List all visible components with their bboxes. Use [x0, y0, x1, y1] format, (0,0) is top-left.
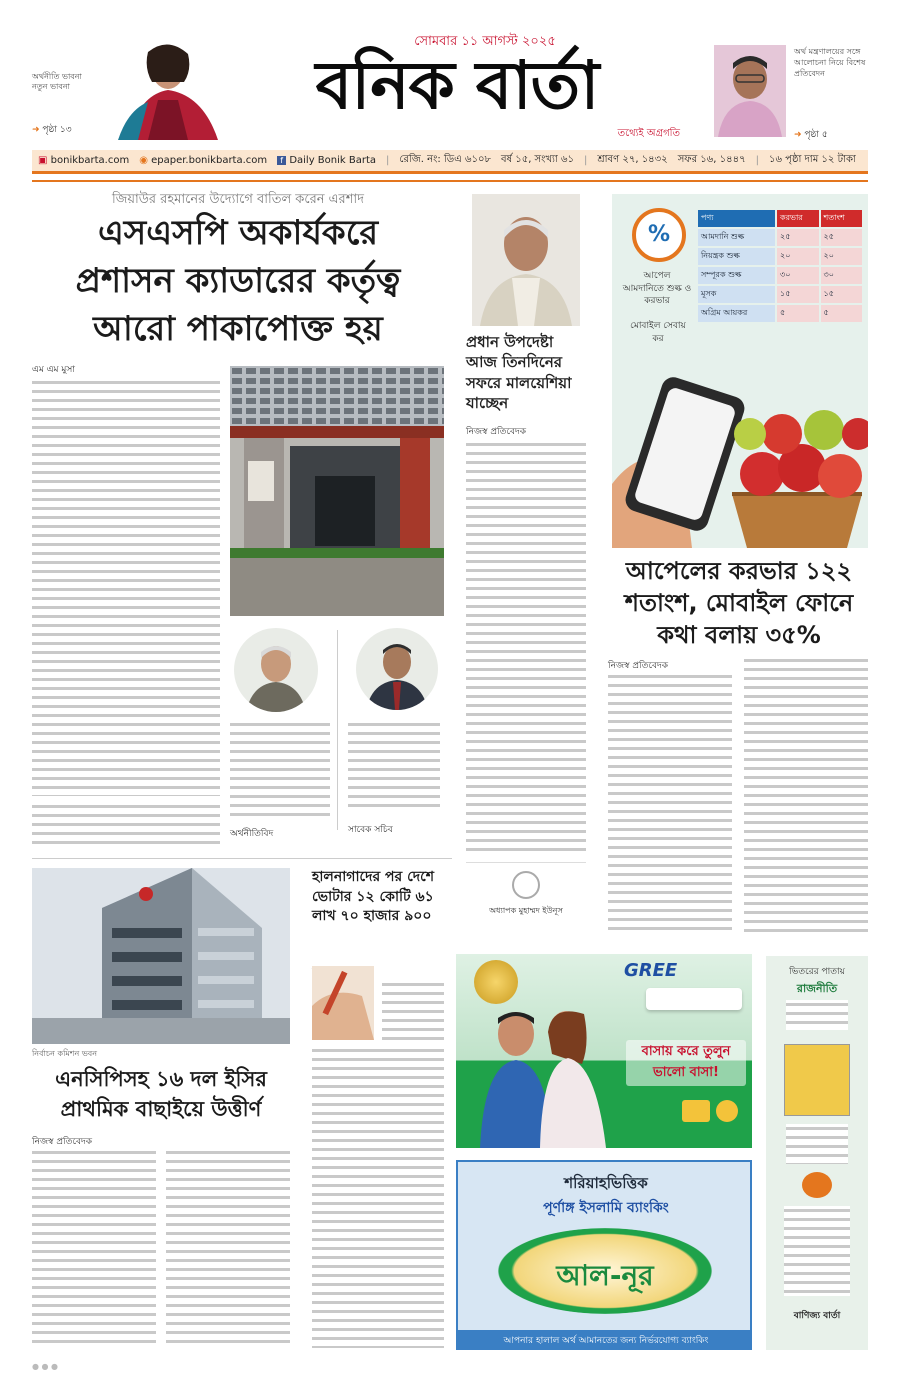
- alnoor-line1: শরিয়াহভিত্তিক: [564, 1174, 648, 1192]
- table-row: [698, 229, 862, 246]
- table-cell: ২০: [777, 248, 819, 265]
- facebook-link[interactable]: f Daily Bonik Barta: [277, 155, 376, 166]
- alnoor-ad[interactable]: [456, 1160, 752, 1350]
- right-page-ref[interactable]: ➜ পৃষ্ঠা ৫: [794, 130, 828, 140]
- registration: রেজি. নং: ডিএ ৬১০৮: [399, 154, 491, 165]
- sidebar-box[interactable]: [766, 956, 868, 1350]
- alnoor-brand: আল-নূর: [556, 1259, 654, 1292]
- apple-infographic: [612, 194, 868, 548]
- infographic-label: আপেল আমদানিতে শুল্ক ও করভার: [622, 271, 692, 307]
- adviser-photo: [472, 194, 580, 326]
- table-cell: নিয়ন্ত্রক শুল্ক: [698, 248, 775, 265]
- lead-kicker: জিয়াউর রহমানের উদ্যোগে বাতিল করেন এরশাদ: [111, 192, 364, 207]
- price: ১৬ পৃষ্ঠা দাম ১২ টাকা: [768, 154, 856, 165]
- ncp-headline-2: প্রাথমিক বাছাইয়ে উত্তীর্ণ: [60, 1097, 262, 1121]
- left-teaser-photo: [88, 40, 238, 140]
- alnoor-line2: পূর্ণাঙ্গ ইসলামি ব্যাংকিং: [543, 1200, 669, 1216]
- left-teaser-text: অর্থনীতি ভাবনা নতুন ভাবনা: [32, 72, 82, 92]
- couple-photo: [456, 994, 626, 1148]
- epaper-link[interactable]: ◉ epaper.bonikbarta.com: [139, 155, 268, 166]
- apple-icon: [762, 414, 802, 454]
- ncp-body-col1: [32, 1148, 156, 1348]
- badge-icon-2: [716, 1100, 738, 1122]
- apple-icon: [842, 418, 868, 450]
- sidebar-text-2: [786, 1124, 848, 1164]
- voters-body: [312, 1046, 444, 1348]
- dateline: সোমবার ১১ আগস্ট ২০২৫: [414, 34, 556, 49]
- apple-headline-3: কথা বলায় ৩৫%: [657, 621, 821, 649]
- ec-building-photo: [32, 868, 290, 1044]
- table-cell: ৫: [777, 305, 819, 322]
- table-head-2: করভার: [777, 210, 819, 227]
- table-cell: ৩০: [821, 267, 863, 284]
- hijri-date: সফর ১৬, ১৪৪৭: [677, 154, 746, 165]
- website-link[interactable]: ▣ bonikbarta.com: [38, 155, 130, 166]
- secretariat-photo: [230, 366, 444, 616]
- arrow-icon: ➜: [32, 125, 43, 135]
- info-bar: ▣ bonikbarta.com ◉ epaper.bonikbarta.com f Daily Bonik Barta | রেজি. নং: ডিএ ৬১০৮ বর্ষ ১৫, সংখ্যা ৬১ | শ্রাবণ ২৭, ১৪৩২ সফর ১৬, ১৪৪৭ | ১৬ পৃষ্ঠা দাম ১২ টাকা: [32, 150, 868, 174]
- quote-left-text: [230, 720, 330, 820]
- ac-unit-icon: [646, 988, 742, 1010]
- left-teaser[interactable]: [32, 60, 232, 142]
- quote-left: [230, 626, 330, 846]
- table-cell: ২৫: [821, 229, 863, 246]
- apple-body-col1: [608, 672, 732, 934]
- tagline: তথ্যেই অগ্রগতি: [617, 128, 680, 139]
- lead-headline-2: প্রশাসন ক্যাডারের কর্তৃত্ব: [75, 261, 401, 301]
- voters-story[interactable]: [312, 868, 444, 1352]
- sidebar-label: ভিতরের পাতায়: [789, 967, 845, 977]
- badge-icon: [682, 1100, 710, 1122]
- table-cell: অগ্রিম আয়কর: [698, 305, 775, 322]
- right-teaser-text: অর্থ মন্ত্রণালয়ের সঙ্গে আলোচনা নিয়ে বিশেষ প্রতিবেদন: [794, 47, 866, 78]
- bangla-date: শ্রাবণ ২৭, ১৪৩২: [597, 154, 668, 165]
- page-dots: ● ● ●: [32, 1362, 59, 1371]
- table-cell: ৩০: [777, 267, 819, 284]
- sidebar-title: রাজনীতি: [796, 982, 838, 995]
- table-rows: [698, 229, 862, 322]
- adviser-caption: অধ্যাপক মুহাম্মদ ইউনূস: [489, 906, 563, 915]
- horizontal-rule: [32, 858, 452, 859]
- sidebar-image: [784, 1044, 850, 1116]
- ec-photo-caption: নির্বাচন কমিশন ভবন: [32, 1049, 98, 1058]
- adviser-byline: নিজস্ব প্রতিবেদক: [466, 427, 527, 437]
- right-teaser[interactable]: [714, 45, 874, 140]
- table-head-1: পণ্য: [698, 210, 775, 227]
- arrow-icon: ➜: [794, 130, 805, 140]
- apple-icon: [740, 452, 784, 496]
- masthead: [0, 0, 900, 150]
- lead-byline: এম এম মুসা: [32, 365, 75, 375]
- table-cell: মূসক: [698, 286, 775, 303]
- quote-right-text: [348, 720, 440, 810]
- table-row: [698, 267, 862, 284]
- apple-body-col2: [744, 656, 868, 934]
- quote-left-portrait: [234, 628, 318, 712]
- apple-icon: [804, 410, 844, 450]
- table-row: [698, 248, 862, 265]
- table-head-3: শতাংশ: [821, 210, 863, 227]
- apple-story[interactable]: [608, 556, 870, 936]
- sidebar-list: [784, 1206, 850, 1296]
- phone-apple-illustration: [612, 364, 868, 548]
- table-cell: ১৫: [777, 286, 819, 303]
- divider: [32, 180, 868, 182]
- quote-left-name: অর্থনীতিবিদ: [230, 829, 274, 839]
- voters-headline: হালনাগাদের পর দেশে ভোটার ১২ কোটি ৬১ লাখ ৭০ হাজার ৯০০: [312, 869, 435, 925]
- seal-icon: [512, 871, 540, 899]
- table-row: [698, 286, 862, 303]
- newspaper-title[interactable]: বনিক বার্তা: [315, 47, 599, 124]
- globe-icon: ◉: [139, 155, 152, 166]
- table-row: [698, 305, 862, 322]
- sidebar-badge-icon: [802, 1172, 832, 1198]
- voters-photo: [312, 966, 374, 1040]
- right-teaser-photo: [714, 45, 786, 137]
- apple-headline-1: আপেলের করভার ১২২: [625, 557, 853, 585]
- adviser-headline: প্রধান উপদেষ্টা আজ তিনদিনের সফরে মালয়েশিয়া যাচ্ছেন: [466, 333, 572, 412]
- adviser-body: [466, 440, 586, 856]
- volume: বর্ষ ১৫, সংখ্যা ৬১: [500, 154, 574, 165]
- ncp-body-col2: [166, 1148, 290, 1348]
- lead-body-col1: [32, 378, 220, 796]
- ncp-story[interactable]: [32, 868, 290, 1352]
- table-cell: ১৫: [821, 286, 863, 303]
- gree-logo: GREE: [624, 960, 678, 981]
- left-page-ref[interactable]: ➜ পৃষ্ঠা ১৩: [32, 125, 72, 135]
- web-icon: ▣: [38, 155, 51, 166]
- lead-headline-3: আরো পাকাপোক্ত হয়: [93, 309, 383, 349]
- voters-body-right: [382, 980, 444, 1040]
- gree-ad[interactable]: [456, 954, 752, 1148]
- sidebar-text-1: [786, 1000, 848, 1030]
- apple-byline: নিজস্ব প্রতিবেদক: [608, 661, 669, 671]
- quote-right: [348, 626, 444, 846]
- table-cell: ২৫: [777, 229, 819, 246]
- apple-headline-2: শতাংশ, মোবাইল ফোনে: [624, 589, 854, 617]
- alnoor-footer: আপনার হালাল অর্থ আমানতের জন্য নির্ভরযোগ্য ব্যাংকিং: [458, 1330, 752, 1350]
- ncp-byline: নিজস্ব প্রতিবেদক: [32, 1137, 93, 1147]
- lead-story[interactable]: [32, 190, 444, 850]
- lead-body-col2: [32, 802, 220, 846]
- quote-right-name: সাবেক সচিব: [348, 825, 393, 835]
- adviser-story[interactable]: [466, 194, 586, 936]
- duty-table: [698, 210, 862, 322]
- gree-slogan: বাসায় করে তুলুন ভালো বাসা!: [626, 1040, 746, 1086]
- percent-icon: %: [632, 208, 686, 262]
- quote-right-portrait: [356, 628, 438, 710]
- table-cell: ৫: [821, 305, 863, 322]
- apple-icon: [818, 454, 862, 498]
- facebook-icon: f: [277, 156, 286, 165]
- adviser-signature-box: [466, 862, 586, 930]
- apple-icon: [734, 418, 766, 450]
- table-cell: সম্পূরক শুল্ক: [698, 267, 775, 284]
- column-rule: [337, 630, 338, 830]
- lead-headline-1: এসএসপি অকার্যকরে: [97, 213, 379, 253]
- phone-label: মোবাইল সেবায় কর: [630, 321, 686, 344]
- sidebar-footer: বাণিজ্য বার্তা: [793, 1311, 841, 1321]
- table-cell: ২০: [821, 248, 863, 265]
- ncp-headline-1: এনসিপিসহ ১৬ দল ইসির: [55, 1067, 267, 1091]
- table-cell: আমদানি শুল্ক: [698, 229, 775, 246]
